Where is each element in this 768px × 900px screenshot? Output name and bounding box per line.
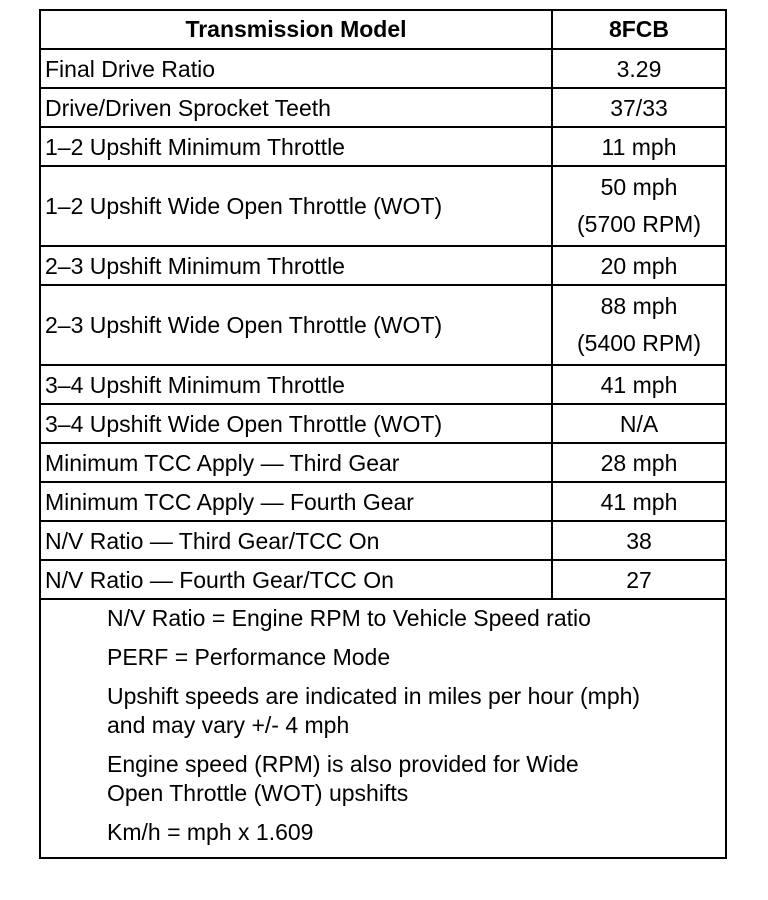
header-model: 8FCB <box>552 10 726 49</box>
row-value: 38 <box>552 521 726 560</box>
row-value: 41 mph <box>552 365 726 404</box>
row-label: 1–2 Upshift Minimum Throttle <box>40 127 552 166</box>
note-item <box>107 682 725 740</box>
row-label: 1–2 Upshift Wide Open Throttle (WOT) <box>40 166 552 246</box>
row-value-speed: 88 mph <box>600 293 678 319</box>
table-row <box>40 49 726 88</box>
note-line: PERF = Performance Mode <box>107 644 391 670</box>
note-line: and may vary +/- 4 mph <box>107 712 350 738</box>
row-value: 3.29 <box>552 49 726 88</box>
row-label: Minimum TCC Apply — Fourth Gear <box>40 482 552 521</box>
note-item <box>107 643 725 672</box>
notes-block <box>41 600 725 847</box>
row-label: 2–3 Upshift Minimum Throttle <box>40 246 552 285</box>
notes-row <box>40 599 726 858</box>
row-value-rpm: (5400 RPM) <box>577 330 701 356</box>
row-value: 37/33 <box>552 88 726 127</box>
table-row <box>40 88 726 127</box>
table-row <box>40 285 726 365</box>
row-value: 11 mph <box>552 127 726 166</box>
row-value: 20 mph <box>552 246 726 285</box>
note-line: N/V Ratio = Engine RPM to Vehicle Speed ratio <box>107 605 591 631</box>
table-row <box>40 560 726 599</box>
table-row <box>40 482 726 521</box>
note-line: Upshift speeds are indicated in miles per hour (mph) <box>107 683 641 709</box>
row-label: Drive/Driven Sprocket Teeth <box>40 88 552 127</box>
row-label: N/V Ratio — Third Gear/TCC On <box>40 521 552 560</box>
row-label: Final Drive Ratio <box>40 49 552 88</box>
row-value-rpm: (5700 RPM) <box>577 211 701 237</box>
table-row <box>40 246 726 285</box>
row-value: 27 <box>552 560 726 599</box>
row-label: N/V Ratio — Fourth Gear/TCC On <box>40 560 552 599</box>
row-value: 28 mph <box>552 443 726 482</box>
row-value <box>552 285 726 365</box>
table-row <box>40 365 726 404</box>
table-row <box>40 404 726 443</box>
row-value: N/A <box>552 404 726 443</box>
table-row <box>40 166 726 246</box>
table-row <box>40 127 726 166</box>
transmission-spec-table <box>39 9 727 859</box>
header-label: Transmission Model <box>40 10 552 49</box>
table-header-row <box>40 10 726 49</box>
row-label: 3–4 Upshift Minimum Throttle <box>40 365 552 404</box>
row-label: 2–3 Upshift Wide Open Throttle (WOT) <box>40 285 552 365</box>
row-value <box>552 166 726 246</box>
row-value: 41 mph <box>552 482 726 521</box>
table-row <box>40 521 726 560</box>
notes-cell <box>40 599 726 858</box>
row-label: Minimum TCC Apply — Third Gear <box>40 443 552 482</box>
note-item <box>107 604 725 633</box>
note-line: Open Throttle (WOT) upshifts <box>107 780 409 806</box>
table-row <box>40 443 726 482</box>
row-label: 3–4 Upshift Wide Open Throttle (WOT) <box>40 404 552 443</box>
note-item <box>107 750 725 808</box>
note-line: Km/h = mph x 1.609 <box>107 819 314 845</box>
note-line: Engine speed (RPM) is also provided for Wide <box>107 751 579 777</box>
note-item <box>107 818 725 847</box>
row-value-speed: 50 mph <box>600 174 678 200</box>
